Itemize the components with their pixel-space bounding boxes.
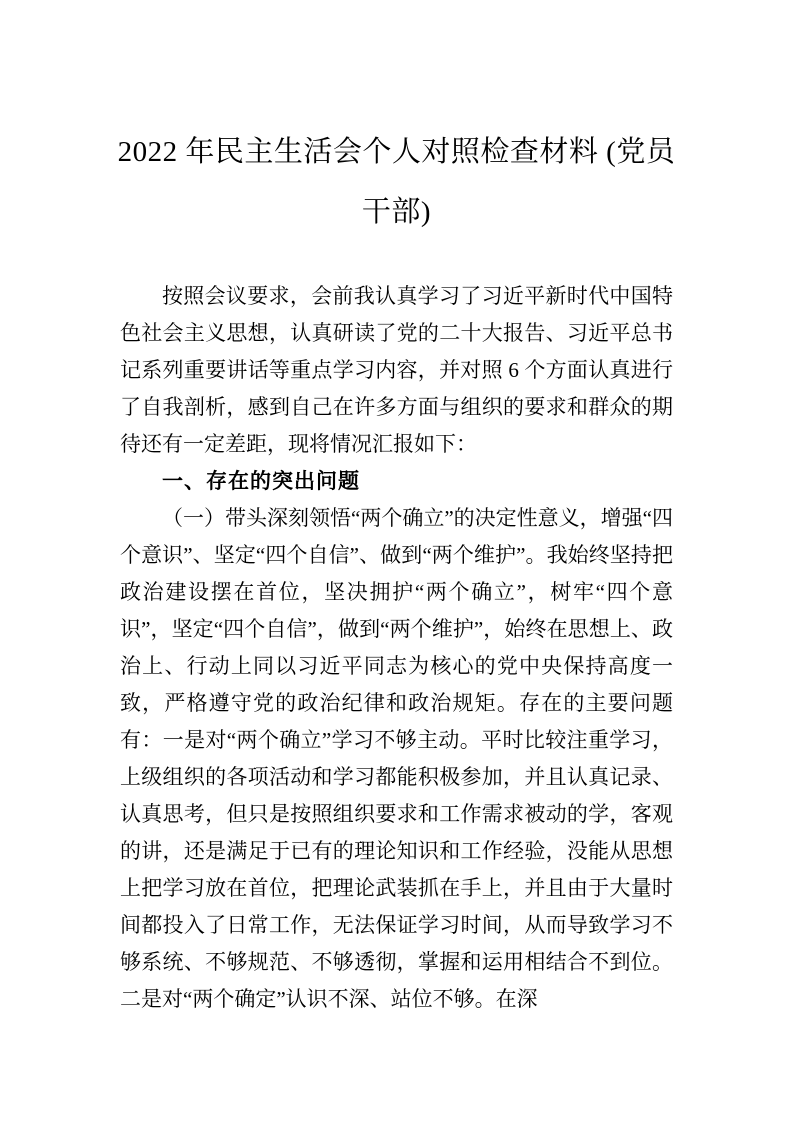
section-heading: 一、存在的突出问题 bbox=[162, 470, 360, 493]
section-paragraph: （一）带头深刻领悟“两个确立”的决定性意义，增强“四个意识”、坚定“四个自信”、做到“两个维护”。我始终坚持把政治建设摆在首位，坚决拥护“两个确立”，树牢“四个意识”，坚定“四个自信”，做到“两个维护”，始终在思想上、政治上、行动上同以习近平同志为核心的党中央保持高度一致，严格遵守党的政治纪律和政治规矩。存在的主要问题有：一是对“两个确立”学习不够主动。平时比较注重学习，上级组织的各项活动和学习都能积极参加，并且认真记录、认真思考，但只是按照组织要求和工作需求被动的学，客观的讲，还是满足于已有的理论知识和工作经验，没能从思想上把学习放在首位，把理论武装抓在手上，并且由于大量时间都投入了日常工作，无法保证学习时间，从而导致学习不够系统、不够规范、不够透彻，掌握和运用相结合不到位。二是对“两个确定”认识不深、站位不够。在深 bbox=[120, 506, 673, 1011]
document-body bbox=[120, 278, 673, 1018]
document-title: 2022 年民主生活会个人对照检查材料 (党员干部) bbox=[117, 136, 676, 228]
intro-paragraph: 按照会议要求，会前我认真学习了习近平新时代中国特色社会主义思想，认真研读了党的二十大报告、习近平总书记系列重要讲话等重点学习内容，并对照 6 个方面认真进行了自我剖析，感到自己在许多方面与组织的要求和群众的期待还有一定差距，现将情况汇报如下： bbox=[120, 284, 673, 456]
